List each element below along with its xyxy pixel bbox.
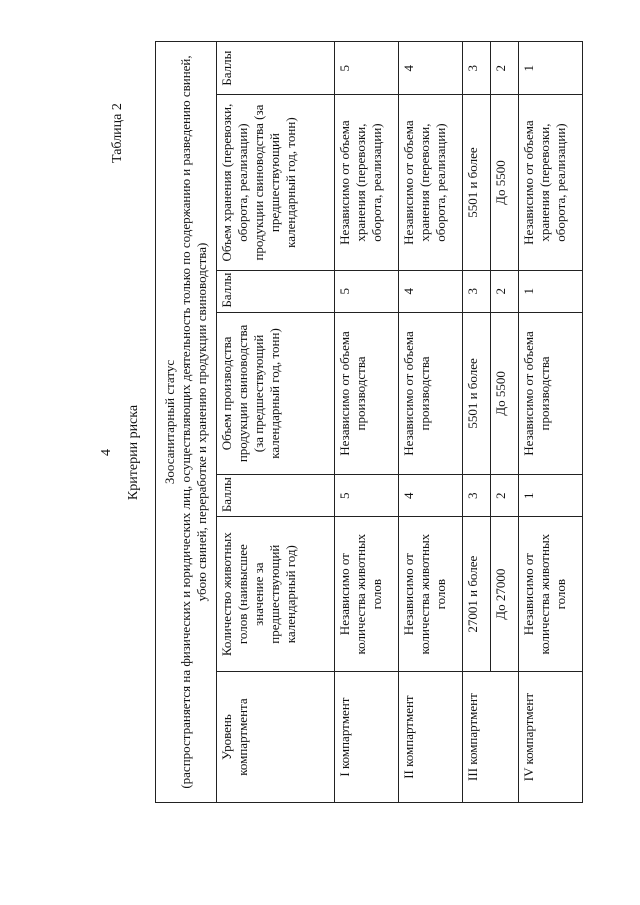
table-cell: I компартмент [335, 672, 399, 803]
table-cell: 2 [491, 475, 519, 517]
table-cell: 5 [335, 475, 399, 517]
table-cell: 5501 и более [463, 95, 491, 270]
column-header: Баллы [217, 475, 335, 517]
table-cell: Независимо от объема хранения (перевозки, оборота, реализации) [399, 95, 463, 270]
table-row [519, 42, 583, 803]
column-header: Объем хранения (перевозки, оборота, реализации) продукции свиноводства (за предшествующий календарный год, тонн) [217, 95, 335, 270]
table-cell: Независимо от количества животных голов [335, 517, 399, 672]
table-cell: Независимо от объема производства [519, 312, 583, 475]
criteria-table [155, 41, 583, 803]
column-header: Количество животных голов (наивысшее значение за предшествующий календарный год) [217, 517, 335, 672]
table-cell: До 5500 [491, 95, 519, 270]
status-description: (распространяется на физических и юридических лиц, осуществляющих деятельность только по содержанию и разведению свиней, убою свиней, переработке и хранению продукции свиноводства) [178, 55, 209, 789]
table-cell: 2 [491, 42, 519, 95]
table-cell: 3 [463, 42, 491, 95]
table-cell: 3 [463, 475, 491, 517]
status-title: Зоосанитарный статус [162, 359, 177, 485]
document-heading: Критерии риска [126, 404, 141, 501]
table-cell: 1 [519, 42, 583, 95]
table-row [463, 42, 491, 803]
table-cell: 27001 и более [463, 517, 491, 672]
table-cell: 1 [519, 270, 583, 312]
table-cell: Независимо от объема хранения (перевозки, оборота, реализации) [519, 95, 583, 270]
table-cell: Независимо от объема хранения (перевозки, оборота, реализации) [335, 95, 399, 270]
table-row [335, 42, 399, 803]
column-header: Баллы [217, 270, 335, 312]
table-row [399, 42, 463, 803]
column-header: Уровень компартмента [217, 672, 335, 803]
table-cell: До 27000 [491, 517, 519, 672]
table-cell: 5 [335, 42, 399, 95]
table-cell: II компартмент [399, 672, 463, 803]
table-cell: Независимо от объема производства [399, 312, 463, 475]
table-header-row [217, 42, 335, 803]
table-cell: Независимо от количества животных голов [399, 517, 463, 672]
column-header: Объем производства продукции свиноводства (за предшествующий календарный год, тонн) [217, 312, 335, 475]
table-cell: До 5500 [491, 312, 519, 475]
table-cell: 5 [335, 270, 399, 312]
column-header: Баллы [217, 42, 335, 95]
table-cell: 5501 и более [463, 312, 491, 475]
table-cell: Независимо от объема производства [335, 312, 399, 475]
table-label: Таблица 2 [110, 103, 125, 163]
status-cell [156, 42, 217, 803]
table-cell: IV компартмент [519, 672, 583, 803]
table-cell: 4 [399, 270, 463, 312]
table-cell: Независимо от количества животных голов [519, 517, 583, 672]
table-cell: III компартмент [463, 672, 519, 803]
table-cell: 3 [463, 270, 491, 312]
table-cell: 4 [399, 42, 463, 95]
page-number: 4 [99, 449, 114, 456]
table-cell: 2 [491, 270, 519, 312]
table-cell: 4 [399, 475, 463, 517]
table-row-status [156, 42, 217, 803]
table-cell: 1 [519, 475, 583, 517]
